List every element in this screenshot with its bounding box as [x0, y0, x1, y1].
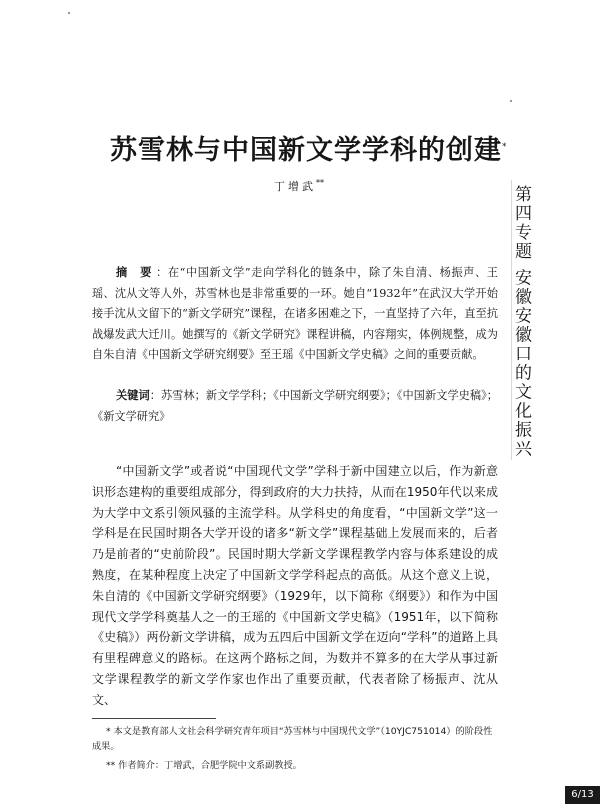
section-label: 第四专题 安徽安徽口的文化振兴 [511, 185, 531, 459]
abstract-text: 在“中国新文学”走向学科化的链条中，除了朱自清、杨振声、王瑶、沈从文等人外，苏雪林也是非常重要的一环。她自“1932年”在武汉大学开始接手沈从文留下的“新文学研究”课程，在诸多困难之下，一直坚持了六年，直至抗战爆发武大迁川。她撰写的《新文学研究》课程讲稿，内容翔实，体例规整，成为自朱自清《中国新文学研究纲要》至王瑶《中国新文学史稿》之间的重要贡献。 [92, 266, 498, 361]
keywords-label: 关键词 [116, 388, 150, 402]
scan-speck [510, 100, 512, 102]
abstract [92, 262, 498, 366]
footnote-author-bio [92, 758, 498, 773]
title-footnote-mark: * [502, 142, 508, 152]
keywords-colon: ： [149, 389, 161, 402]
author-text: 丁增武 [274, 180, 316, 193]
footnote-mark: ** [106, 760, 116, 771]
footnote-text: 作者简介：丁增武，合肥学院中文系副教授。 [118, 760, 302, 771]
footnote-text: 本文是教育部人文社会科学研究青年项目“苏雪林与中国现代文学”（10YJC751014）的阶段性成果。 [92, 726, 493, 752]
author-name [274, 178, 324, 194]
page-number: 6/13 [565, 786, 600, 804]
footnote-mark: * [106, 726, 111, 737]
footnote-divider [92, 718, 216, 719]
keywords [92, 385, 498, 427]
footnote-funding [92, 724, 498, 754]
abstract-colon: ： [156, 266, 168, 279]
keywords-text: 苏雪林；新文学学科；《中国新文学研究纲要》；《中国新文学史稿》；《新文学研究》 [92, 389, 498, 423]
abstract-label: 摘 要 [116, 265, 157, 279]
scan-speck [68, 12, 70, 14]
author-footnote-mark: ** [316, 178, 324, 188]
article-title [110, 128, 508, 167]
body-paragraph: “中国新文学”或者说“中国现代文学”学科于新中国建立以后，作为新意识形态建构的重要组成部分，得到政府的大力扶持，从而在1950年代以来成为大学中文系引领风骚的主流学科。从学科史的角度看，“中国新文学”这一学科是在民国时期各大学开设的诸多“新文学”课程基础上发展而来的，后者乃是前者的“史前阶段”。民国时期大学新文学课程教学内容与体系建设的成熟度，在某种程度上决定了中国新文学学科起点的高低。从这个意义上说，朱自清的《中国新文学研究纲要》（1929年，以下简称《纲要》）和作为中国现代文学学科奠基人之一的王瑶的《中国新文学史稿》（1951年，以下简称《史稿》）两份新文学讲稿，成为五四后中国新文学在迈向“学科”的道路上具有里程碑意义的路标。在这两个路标之间，为数并不算多的在大学从事过新文学课程教学的新文学作家也作出了重要贡献，代表者除了杨振声、沈从文、 [92, 464, 498, 707]
title-text: 苏雪林与中国新文学学科的创建 [110, 135, 502, 166]
